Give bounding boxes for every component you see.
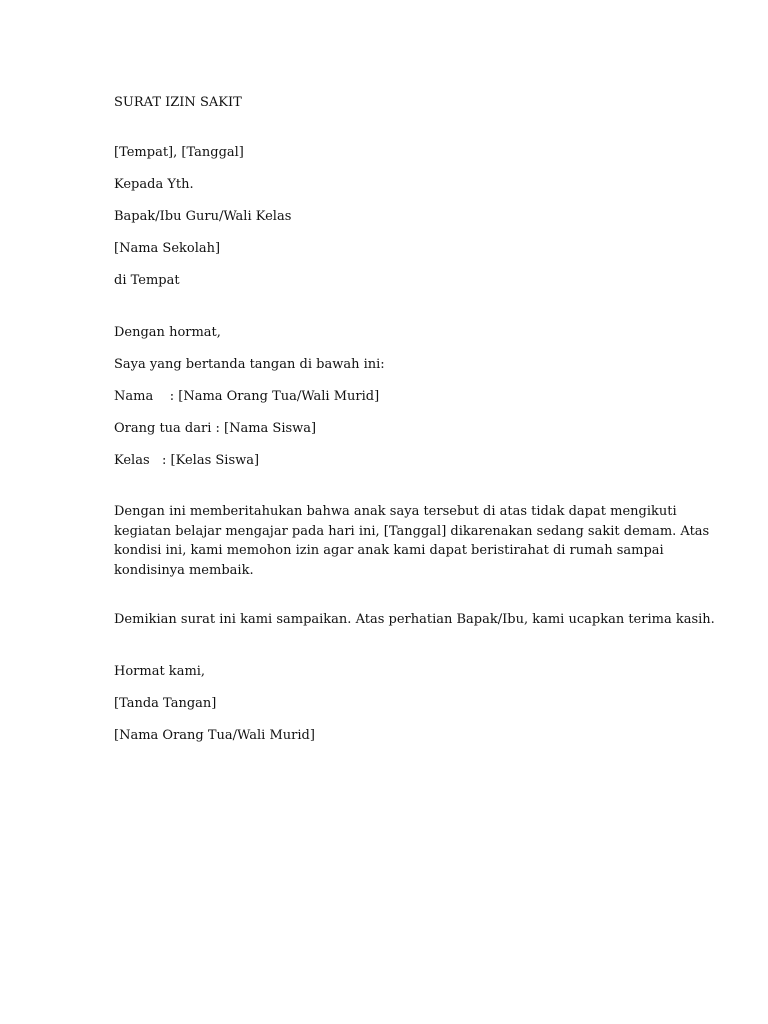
intro-text: Saya yang bertanda tangan di bawah ini: <box>114 357 385 372</box>
signer-name: [Nama Orang Tua/Wali Murid] <box>114 728 315 743</box>
recipient-name: Bapak/Ibu Guru/Wali Kelas <box>114 209 292 224</box>
recipient-school: [Nama Sekolah] <box>114 241 221 256</box>
body-line: kondisinya membaik. <box>114 562 254 578</box>
recipient-location: di Tempat <box>114 273 180 288</box>
signature-placeholder: [Tanda Tangan] <box>114 696 217 711</box>
body-line: kegiatan belajar mengajar pada hari ini, [Tanggal] dikarenakan sedang sakit demam. Atas <box>114 523 710 539</box>
field-name: Nama : [Nama Orang Tua/Wali Murid] <box>114 389 380 404</box>
body-line: kondisi ini, kami memohon izin agar anak kami dapat beristirahat di rumah sampai <box>114 543 664 559</box>
closing: Hormat kami, <box>114 664 206 679</box>
closing-paragraph: Demikian surat ini kami sampaikan. Atas perhatian Bapak/Ibu, kami ucapkan terima kasih. <box>114 612 715 627</box>
field-class: Kelas : [Kelas Siswa] <box>114 453 260 468</box>
greeting: Dengan hormat, <box>114 325 221 340</box>
letter-title: SURAT IZIN SAKIT <box>114 95 242 110</box>
field-parent-of: Orang tua dari : [Nama Siswa] <box>114 421 317 436</box>
place-date: [Tempat], [Tanggal] <box>114 145 244 160</box>
recipient-to: Kepada Yth. <box>114 177 194 192</box>
body-line: Dengan ini memberitahukan bahwa anak saya tersebut di atas tidak dapat mengikuti <box>114 504 677 519</box>
body-paragraph <box>114 502 710 580</box>
